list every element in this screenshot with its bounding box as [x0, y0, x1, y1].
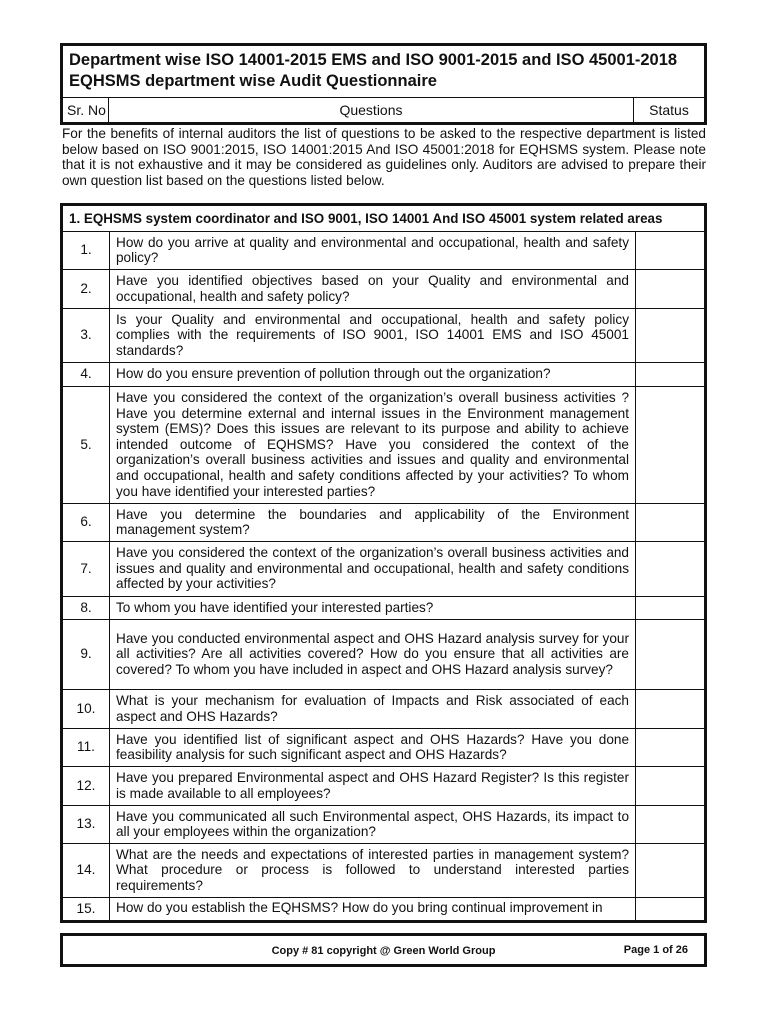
- question-number: 10.: [62, 689, 110, 728]
- table-row: [62, 805, 706, 843]
- status-cell[interactable]: [636, 362, 706, 386]
- question-number: 3.: [62, 308, 110, 362]
- question-text: How do you arrive at quality and environmental and occupational, health and safety policy?: [110, 231, 636, 269]
- question-text: How do you establish the EQHSMS? How do you bring continual improvement in: [110, 897, 636, 921]
- table-row: [62, 689, 706, 728]
- question-number: 4.: [62, 362, 110, 386]
- question-text: Have you conducted environmental aspect and OHS Hazard analysis survey for your all activities? Are all activities covered? How do you ensure that all activities are covered? To whom you have included in aspect and OHS Hazard analysis survey?: [110, 619, 636, 689]
- header-columns: [63, 98, 704, 122]
- footer-page-number: Page 1 of 26: [623, 944, 688, 956]
- section-row: [62, 205, 706, 232]
- question-number: 14.: [62, 843, 110, 897]
- status-cell[interactable]: [636, 897, 706, 921]
- questionnaire-table: [60, 203, 707, 923]
- question-text: Have you communicated all such Environmental aspect, OHS Hazards, its impact to all your employees within the organization?: [110, 805, 636, 843]
- table-row: [62, 386, 706, 503]
- question-number: 15.: [62, 897, 110, 921]
- footer-copyright: Copy # 81 copyright @ Green World Group: [271, 945, 496, 957]
- table-row: [62, 269, 706, 308]
- page-footer: [60, 933, 707, 967]
- table-row: [62, 619, 706, 689]
- question-number: 2.: [62, 269, 110, 308]
- table-row: [62, 897, 706, 921]
- status-cell[interactable]: [636, 728, 706, 766]
- question-number: 7.: [62, 541, 110, 596]
- intro-paragraph: For the benefits of internal auditors the list of questions to be asked to the respective department is listed below based on ISO 9001:2015, ISO 14001:2015 And ISO 45001:2018 for EQHSMS system. Please note that it is not exhaustive and it may be considered as guidelines only. Auditors are advised to prepare their own question list based on the questions listed below.: [62, 126, 706, 188]
- question-text: Have you prepared Environmental aspect and OHS Hazard Register? Is this register is made available to all employees?: [110, 766, 636, 805]
- status-cell[interactable]: [636, 689, 706, 728]
- question-number: 9.: [62, 619, 110, 689]
- question-number: 1.: [62, 231, 110, 269]
- table-row: [62, 843, 706, 897]
- status-cell[interactable]: [636, 269, 706, 308]
- table-row: [62, 362, 706, 386]
- table-row: [62, 596, 706, 619]
- question-text: What is your mechanism for evaluation of Impacts and Risk associated of each aspect and OHS Hazards?: [110, 689, 636, 728]
- question-text: Have you identified list of significant aspect and OHS Hazards? Have you done feasibility analysis for such significant aspect and OHS Hazards?: [110, 728, 636, 766]
- section-title: 1. EQHSMS system coordinator and ISO 9001, ISO 14001 And ISO 45001 system related areas: [62, 205, 706, 232]
- table-row: [62, 766, 706, 805]
- status-cell[interactable]: [636, 231, 706, 269]
- question-text: To whom you have identified your interested parties?: [110, 596, 636, 619]
- question-number: 11.: [62, 728, 110, 766]
- table-row: [62, 541, 706, 596]
- table-row: [62, 231, 706, 269]
- table-row: [62, 728, 706, 766]
- status-cell[interactable]: [636, 386, 706, 503]
- status-cell[interactable]: [636, 619, 706, 689]
- document-title: Department wise ISO 14001-2015 EMS and ISO 9001-2015 and ISO 45001-2018 EQHSMS department wise Audit Questionnaire: [63, 46, 704, 98]
- status-cell[interactable]: [636, 805, 706, 843]
- question-number: 6.: [62, 503, 110, 541]
- status-cell[interactable]: [636, 541, 706, 596]
- column-sr-no: Sr. No: [63, 98, 109, 122]
- question-text: Is your Quality and environmental and occupational, health and safety policy complies with the requirements of ISO 9001, ISO 14001 EMS and ISO 45001 standards?: [110, 308, 636, 362]
- question-number: 8.: [62, 596, 110, 619]
- question-number: 12.: [62, 766, 110, 805]
- question-text: What are the needs and expectations of interested parties in management system? What procedure or process is followed to understand interested parties requirements?: [110, 843, 636, 897]
- question-text: How do you ensure prevention of pollution through out the organization?: [110, 362, 636, 386]
- table-row: [62, 503, 706, 541]
- question-number: 5.: [62, 386, 110, 503]
- question-text: Have you considered the context of the organization’s overall business activities ? Have you determine external and internal issues in the Environment management system (EMS)? Does this issues are relevant to its purpose and ability to achieve intended outcome of EQHSMS? Have you considered the context of the organization’s overall business activities and issues and quality and environmental and occupational, health and safety conditions affected by your activities? To whom you have identified your interested parties?: [110, 386, 636, 503]
- status-cell[interactable]: [636, 596, 706, 619]
- column-status: Status: [649, 102, 689, 118]
- document-header: [60, 43, 707, 125]
- question-text: Have you considered the context of the organization’s overall business activities and issues and quality and environmental and occupational, health and safety conditions affected by your activities?: [110, 541, 636, 596]
- question-text: Have you identified objectives based on your Quality and environmental and occupational, health and safety policy?: [110, 269, 636, 308]
- status-cell[interactable]: [636, 308, 706, 362]
- table-row: [62, 308, 706, 362]
- status-cell[interactable]: [636, 843, 706, 897]
- column-questions: Questions: [109, 98, 634, 122]
- question-text: Have you determine the boundaries and applicability of the Environment management system?: [110, 503, 636, 541]
- status-cell[interactable]: [636, 766, 706, 805]
- question-number: 13.: [62, 805, 110, 843]
- status-cell[interactable]: [636, 503, 706, 541]
